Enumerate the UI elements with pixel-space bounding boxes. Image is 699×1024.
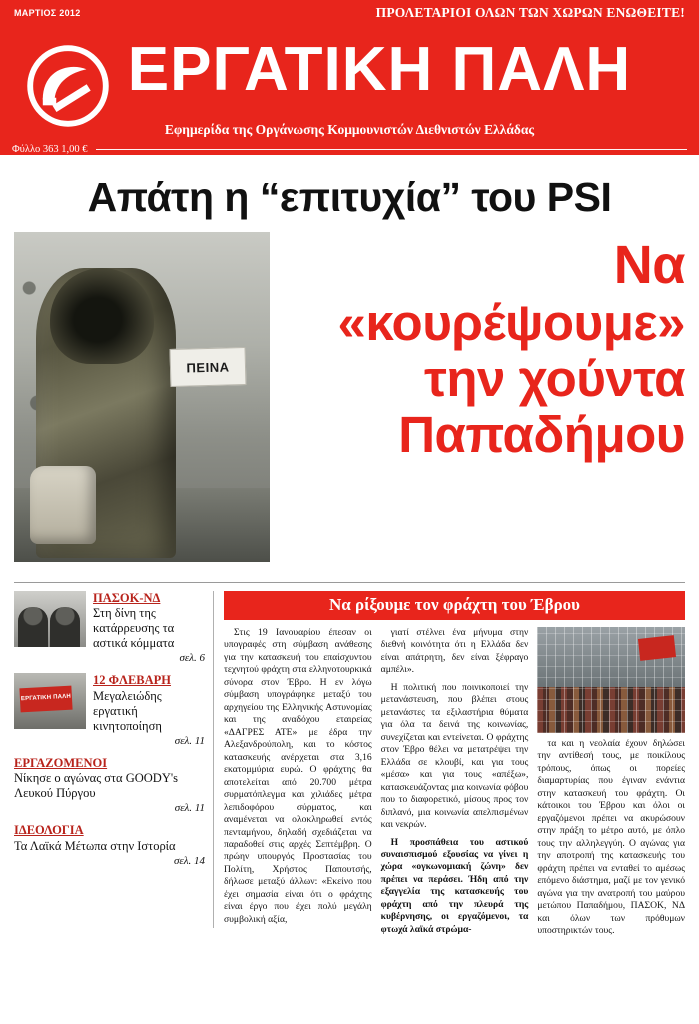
- brief-page: σελ. 11: [174, 802, 205, 815]
- feature-article: [214, 591, 686, 937]
- hero-headline-line-1: Να: [613, 235, 685, 295]
- hammer-sickle-icon: [26, 44, 110, 128]
- paragraph: γιατί στέλνει ένα μήνυμα στην διεθνή κοινότητα ότι η Ελλάδα δεν είναι απάτρητη, δεν είναι ξέφραγο αμπέλι».: [380, 627, 529, 676]
- hero-headline-line-2: «κουρέψουμε»: [337, 294, 685, 352]
- issue-number: Φύλλο 363 1,00 €: [12, 144, 88, 155]
- photo-sign-text: ΠΕΙΝΑ: [170, 347, 247, 387]
- homeless-man-photo: [14, 232, 270, 562]
- masthead-bottom-bar: [0, 144, 699, 155]
- feature-columns: [224, 627, 685, 943]
- paper-subtitle: Εφημερίδα της Οργάνωσης Κομμουνιστών Διεθνιστών Ελλάδας: [164, 122, 535, 137]
- brief-text: Μεγαλειώδης εργατική κινητοποίηση: [93, 688, 162, 733]
- hero-headline-line-3: την χούντα: [424, 350, 685, 408]
- brief-page: σελ. 14: [173, 854, 205, 867]
- hero-headline-line-4: Παπαδήμου: [398, 406, 685, 464]
- photo-flag: [638, 635, 676, 661]
- list-item[interactable]: [14, 823, 205, 866]
- paper-title: ΕΡΓΑΤΙΚΗ ΠΑΛΗ: [127, 35, 632, 104]
- hero-headline: [270, 232, 685, 570]
- paragraph: τα και η νεολαία έχουν δηλώσει την αντίθεσή τους, με ποικίλους τρόπους, όπως οι πορείες διαμαρτυρίας που έγιναν ενάντια στην κατασκευή του φράχτη. Οι κάτοικοι του Έβρου και όλοι οι εργαζόμενοι πρέπει να ακυρώσουν στην πράξη το μέτρο αυτό, με όπλο τους την αλληλεγγύη. Ο αγώνας για την αποτροπή της κατασκευής του φράχτη πρέπει να ενταθεί το αμέσως επόμενο διάστημα, μαζί με τον γενικό αγώνα για την ανατροπή του μαύρου μετώπου Παπαδήμου, ΠΑΣΟΚ, ΝΔ και όλων των πρόθυμων υποστηρικτών τους.: [537, 738, 686, 937]
- brief-title[interactable]: ΠΑΣΟΚ-ΝΔ: [93, 591, 161, 605]
- brief-body: [93, 591, 205, 664]
- feature-column-1: [224, 627, 372, 943]
- lower-section: [0, 583, 699, 937]
- demonstration-photo: [14, 673, 86, 729]
- photo-banner: ΕΡΓΑΤΙΚΗ ΠΑΛΗ: [19, 686, 72, 713]
- brief-title[interactable]: 12 ΦΛΕΒΑΡΗ: [93, 673, 172, 688]
- brief-text: Στη δίνη της κατάρρευσης τα αστικά κόμματα: [93, 606, 175, 651]
- hero-section: [0, 232, 699, 570]
- feature-banner-title: Να ρίξουμε τον φράχτη του Έβρου: [224, 591, 685, 620]
- brief-page: σελ. 11: [174, 734, 205, 747]
- list-item[interactable]: [14, 673, 205, 746]
- masthead-divider: [96, 149, 687, 150]
- paragraph: Η πολιτική που ποινικοποιεί την μετανάστευση, που βλέπει στους μετανάστες τα εξιλαστήρια θύματα για όλα τα δεινά της κοινωνίας, συνεχίζεται και εντείνεται. Ο φράχτης στον Έβρο θέλει να μετατρέψει την Ελλάδα σε κλουβί, και για τους «μέσα» και για τους «απέξω», κατασκευάζοντας μια κοινωνία φόβου που το διαφορετικό, μίσους προς τον διπλανό, μια κοινωνία απελπισμένων και νεκρών.: [380, 681, 529, 831]
- masthead-top-bar: [0, 0, 699, 22]
- list-item[interactable]: [14, 756, 205, 814]
- slogan: ΠΡΟΛΕΤΑΡΙΟΙ ΟΛΩΝ ΤΩΝ ΧΩΡΩΝ ΕΝΩΘΕΙΤΕ!: [375, 5, 685, 20]
- brief-body: [93, 673, 205, 746]
- brief-title[interactable]: ΕΡΓΑΖΟΜΕΝΟΙ: [14, 755, 108, 770]
- feature-column-3: [537, 627, 685, 943]
- brief-page: σελ. 6: [179, 652, 205, 665]
- paragraph: Η προσπάθεια του αστικού συναισπισμού εξουσίας να γίνει η χώρα «ογκωνομιακή ζώνη» δεν πρέπει να περάσει. Ήδη από την εξαγγελία της κατασκευής του φράχτη από την πλευρά της κυβέρνησης, οι εργαζόμενοι, τα φτωχά λαϊκά στρώμα-: [380, 836, 529, 935]
- briefs-column: [14, 591, 214, 928]
- two-politicians-photo: [14, 591, 86, 647]
- evros-fence-photo: [537, 627, 685, 733]
- brief-title[interactable]: ΙΔΕΟΛΟΓΙΑ: [14, 823, 84, 838]
- brief-text: Νίκησε ο αγώνας στα GOODY's Λευκού Πύργου: [14, 771, 178, 801]
- list-item[interactable]: [14, 591, 205, 664]
- paragraph: Στις 19 Ιανουαρίου έπεσαν οι υπογραφές στη σύμβαση ανάθεσης για την κατασκευή του επαίσχυντου τεχνητού φράχτη στα ελληνοτουρκικά σύνορα στον Έβρο. Η εν λόγω σύμβαση υπογράφηκε μεταξύ του αρχηγείου της Ελληνικής Αστυνομίας και της αναδόχου εταιρείας «ΔΑΓΡΕΣ ΑΤΕ» με έδρα την Αλεξανδρούπολη, και το κόστος κατασκευής ανέρχεται στα 3,16 εκατομμύρια ευρώ. Ο φράχτης θα αποτελείται από 20.700 μέτρα συρματόπλεγμα και χιλιάδες μέτρα λεπιδοφόρου σύρματος, και αναμένεται να ολοκληρωθεί εντός πενταμήνου, δηλαδή σχεδιάζεται να παραδοθεί στις αρχές Σεπτέμβρη. Ο πρώην υπουργός Προστασίας του Πολίτη, Χρήστος Παπουτσής, δήλωσε μεταξύ άλλων: «Εκείνο που έχει σημασία είναι ότι ο φράχτης είναι έργο που έχει πολύ μεγάλη συμβολική αξία,: [224, 627, 372, 925]
- photo-bag: [30, 466, 96, 544]
- feature-column-2: [381, 627, 529, 943]
- masthead: [0, 0, 699, 155]
- issue-date: ΜΑΡΤΙΟΣ 2012: [14, 8, 81, 18]
- brief-text: Τα Λαϊκά Μέτωπα στην Ιστορία: [14, 838, 176, 853]
- main-headline: Απάτη η “επιτυχία” του PSI: [87, 174, 612, 220]
- photo-hood: [50, 268, 154, 364]
